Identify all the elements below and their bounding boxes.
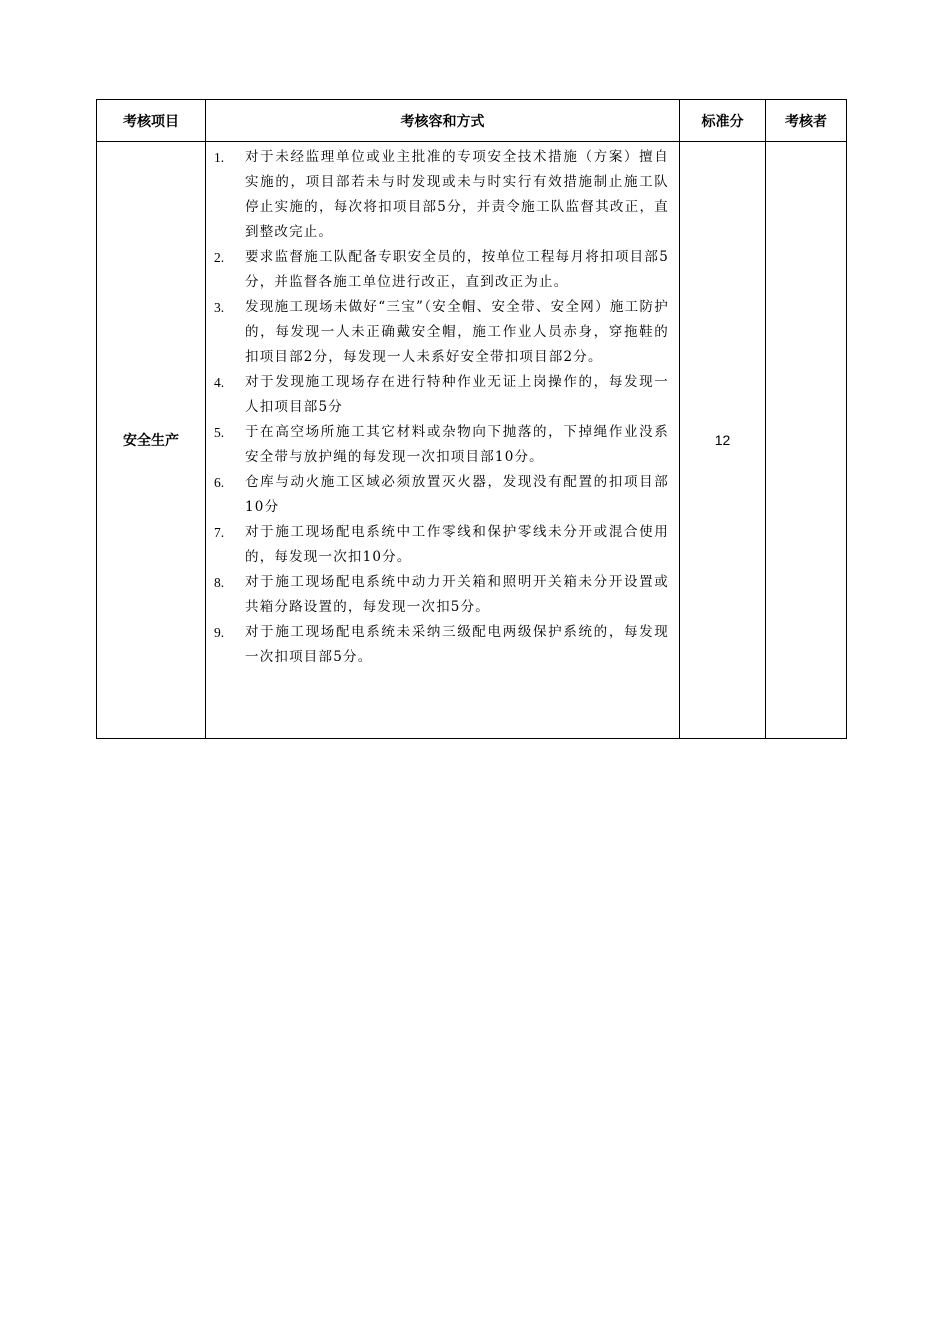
rule-item [214,145,669,245]
content-cell [206,142,680,739]
table-header-row [97,100,847,142]
assessor-cell[interactable] [766,142,847,739]
rule-number: 1. [214,150,225,165]
score-cell: 12 [680,142,766,739]
header-item: 考核项目 [97,100,206,142]
header-content: 考核容和方式 [206,100,680,142]
header-assessor: 考核者 [766,100,847,142]
assessment-table [96,99,847,739]
rule-number: 6. [214,475,225,490]
rule-item [214,620,669,670]
rule-number: 2. [214,250,225,265]
rule-text: 对于施工现场配电系统中动力开关箱和照明开关箱未分开设置或共箱分路设置的，每发现一次扣5分。 [245,574,669,615]
rule-item [214,520,669,570]
rule-text: 发现施工现场未做好“三宝”（安全帽、安全带、安全网）施工防护的，每发现一人未正确戴安全帽，施工作业人员赤身，穿拖鞋的扣项目部2分，每发现一人未系好安全带扣项目部2分。 [245,299,669,365]
rule-text: 仓库与动火施工区域必须放置灭火器，发现没有配置的扣项目部10分 [245,474,669,515]
rule-text: 于在高空场所施工其它材料或杂物向下抛落的，下掉绳作业没系安全带与放护绳的每发现一次扣项目部10分。 [245,424,669,465]
rule-item [214,470,669,520]
rule-item [214,245,669,295]
rule-text: 对于施工现场配电系统中工作零线和保护零线未分开或混合使用的，每发现一次扣10分。 [245,524,669,565]
rule-number: 3. [214,300,225,315]
table-row [97,142,847,739]
header-score: 标准分 [680,100,766,142]
rule-number: 9. [214,625,225,640]
item-cell: 安全生产 [97,142,206,739]
rules-list [206,142,679,670]
rule-item [214,370,669,420]
rule-text: 要求监督施工队配备专职安全员的，按单位工程每月将扣项目部5分，并监督各施工单位进行改正，直到改正为止。 [245,249,669,290]
rule-number: 4. [214,375,225,390]
rule-number: 5. [214,425,225,440]
rule-item [214,295,669,370]
rule-number: 8. [214,575,225,590]
rule-item [214,570,669,620]
rule-text: 对于未经监理单位或业主批准的专项安全技术措施（方案）擅自实施的，项目部若未与时发现或未与时实行有效措施制止施工队停止实施的，每次将扣项目部5分，并责令施工队监督其改正，直到整改完止。 [245,149,669,240]
rule-number: 7. [214,525,225,540]
rule-item [214,420,669,470]
rule-text: 对于施工现场配电系统未采纳三级配电两级保护系统的，每发现一次扣项目部5分。 [245,624,669,665]
rule-text: 对于发现施工现场存在进行特种作业无证上岗操作的，每发现一人扣项目部5分 [245,374,669,415]
